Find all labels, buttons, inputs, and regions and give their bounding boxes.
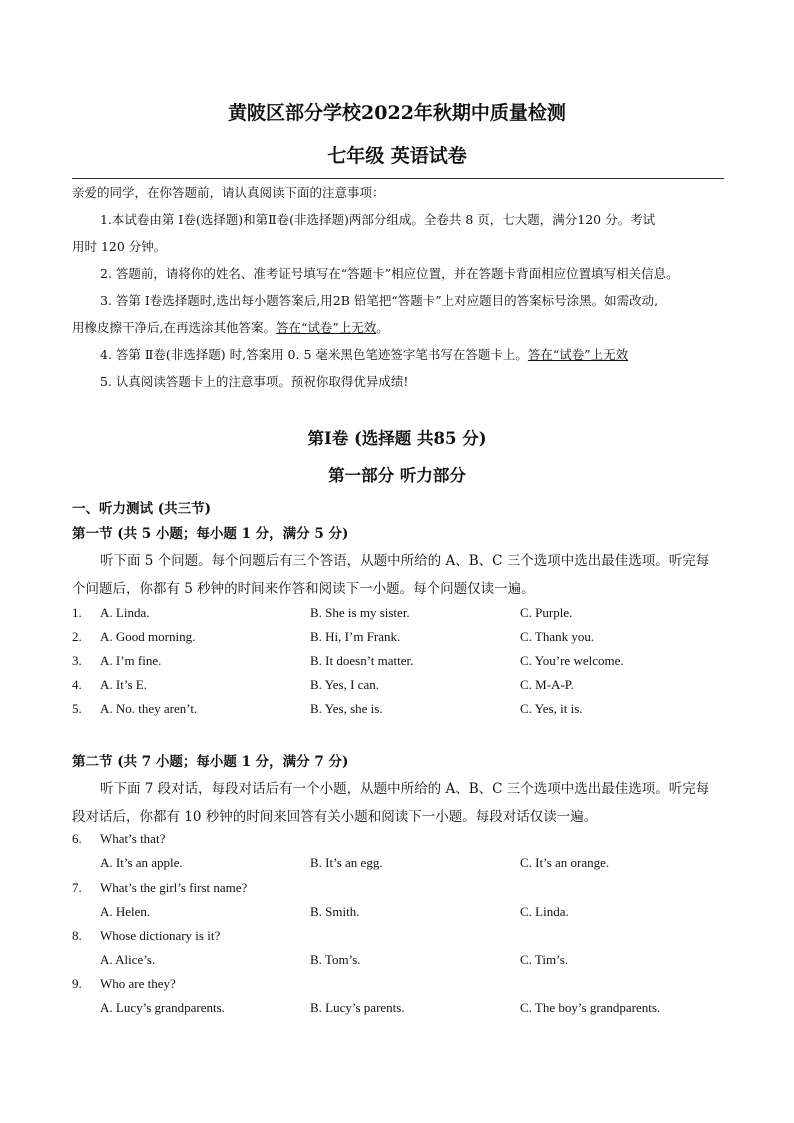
listening-section-title: 一、听力测试 (共三节)	[72, 501, 211, 517]
option-b: B. Yes, she is.	[310, 701, 383, 716]
option-a: A. No. they aren’t.	[100, 701, 198, 716]
option-a: A. Linda.	[100, 605, 150, 620]
option-b: B. Smith.	[310, 904, 360, 919]
option-c: C. Thank you.	[520, 629, 595, 644]
note-3-line1: 3. 答第 Ⅰ卷选择题时,选出每小题答案后,用2B 铅笔把“答题卡”上对应题目的答案标号涂黑。如需改动,	[100, 293, 659, 308]
option-c: C. The boy’s grandparents.	[520, 1000, 661, 1015]
note-3-emphasis: 答在“试卷”上无效	[275, 320, 377, 335]
option-c: C. M-A-P.	[520, 677, 574, 692]
option-c: C. You’re welcome.	[520, 653, 624, 668]
section1-instructions-line1: 听下面 5 个问题。每个问题后有三个答语，从题中所给的 A、B、C 三个选项中选出最佳选项。听完每	[100, 553, 710, 569]
option-a: A. It’s an apple.	[100, 855, 183, 870]
part1-subheading: 第一部分 听力部分	[328, 466, 466, 485]
question-number: 1.	[72, 605, 82, 620]
option-a: A. Lucy’s grandparents.	[100, 1000, 225, 1015]
question-text: Whose dictionary is it?	[100, 928, 221, 943]
section2-instructions-line1: 听下面 7 段对话，每段对话后有一个小题，从题中所给的 A、B、C 三个选项中选出最佳选项。听完每	[100, 781, 710, 797]
question-number: 7.	[72, 880, 82, 895]
option-c: C. Purple.	[520, 605, 573, 620]
option-c: C. Yes, it is.	[520, 701, 583, 716]
option-c: C. Tim’s.	[520, 952, 569, 967]
question-number: 5.	[72, 701, 82, 716]
option-c: C. It’s an orange.	[520, 855, 610, 870]
question-number: 9.	[72, 976, 82, 991]
note-2: 2. 答题前，请将你的姓名、准考证号填写在“答题卡”相应位置，并在答题卡背面相应位置填写相关信息。	[100, 266, 679, 281]
question-number: 3.	[72, 653, 82, 668]
question-text: What’s the girl’s first name?	[100, 880, 248, 895]
section1-instructions-line2: 个问题后，你都有 5 秒钟的时间来作答和阅读下一小题。每个问题仅读一遍。	[72, 581, 535, 597]
question-number: 4.	[72, 677, 82, 692]
section1-title: 第一节 (共 5 小题；每小题 1 分，满分 5 分)	[72, 526, 349, 542]
option-a: A. It’s E.	[100, 677, 147, 692]
note-1-line1: 1.本试卷由第 Ⅰ卷(选择题)和第Ⅱ卷(非选择题)两部分组成。全卷共 8 页，七大题，满分120 分。考试	[100, 212, 656, 227]
option-b: B. She is my sister.	[310, 605, 410, 620]
question-text: What’s that?	[100, 831, 166, 846]
note-5: 5. 认真阅读答题卡上的注意事项。预祝你取得优异成绩!	[100, 374, 409, 389]
exam-subtitle: 七年级 英语试卷	[327, 145, 467, 167]
option-a: A. Helen.	[100, 904, 151, 919]
question-number: 8.	[72, 928, 82, 943]
note-4-text: 4. 答第 Ⅱ卷(非选择题) 时,答案用 0. 5 毫米黑色笔迹签字笔书写在答题卡上。	[100, 347, 528, 362]
option-b: B. Hi, I’m Frank.	[310, 629, 401, 644]
part1-heading: 第Ⅰ卷 (选择题 共85 分)	[307, 429, 487, 448]
section2-instructions-line2: 段对话后，你都有 10 秒钟的时间来回答有关小题和阅读下一小题。每段对话仅读一遍。	[72, 809, 598, 825]
exam-title: 黄陂区部分学校2022年秋期中质量检测	[228, 102, 566, 124]
option-b: B. Yes, I can.	[310, 677, 379, 692]
option-c: C. Linda.	[520, 904, 569, 919]
option-b: B. Tom’s.	[310, 952, 361, 967]
note-4-emphasis: 答在“试卷”上无效	[527, 347, 629, 362]
note-3-text: 用橡皮擦干净后,在再选涂其他答案。	[72, 320, 276, 335]
note-1-line2: 用时 120 分钟。	[72, 239, 167, 254]
option-a: A. Good morning.	[100, 629, 196, 644]
note-3-end: 。	[376, 320, 389, 335]
option-b: B. It’s an egg.	[310, 855, 383, 870]
header-divider	[72, 178, 724, 179]
option-b: B. Lucy’s parents.	[310, 1000, 405, 1015]
question-number: 6.	[72, 831, 82, 846]
section2-title: 第二节 (共 7 小题；每小题 1 分，满分 7 分)	[72, 754, 349, 770]
option-a: A. Alice’s.	[100, 952, 156, 967]
note-3-line2	[72, 318, 389, 336]
option-b: B. It doesn’t matter.	[310, 653, 414, 668]
question-text: Who are they?	[100, 976, 176, 991]
notes-intro: 亲爱的同学，在你答题前，请认真阅读下面的注意事项：	[72, 185, 385, 200]
option-a: A. I’m fine.	[100, 653, 162, 668]
note-4	[100, 345, 628, 363]
question-number: 2.	[72, 629, 82, 644]
